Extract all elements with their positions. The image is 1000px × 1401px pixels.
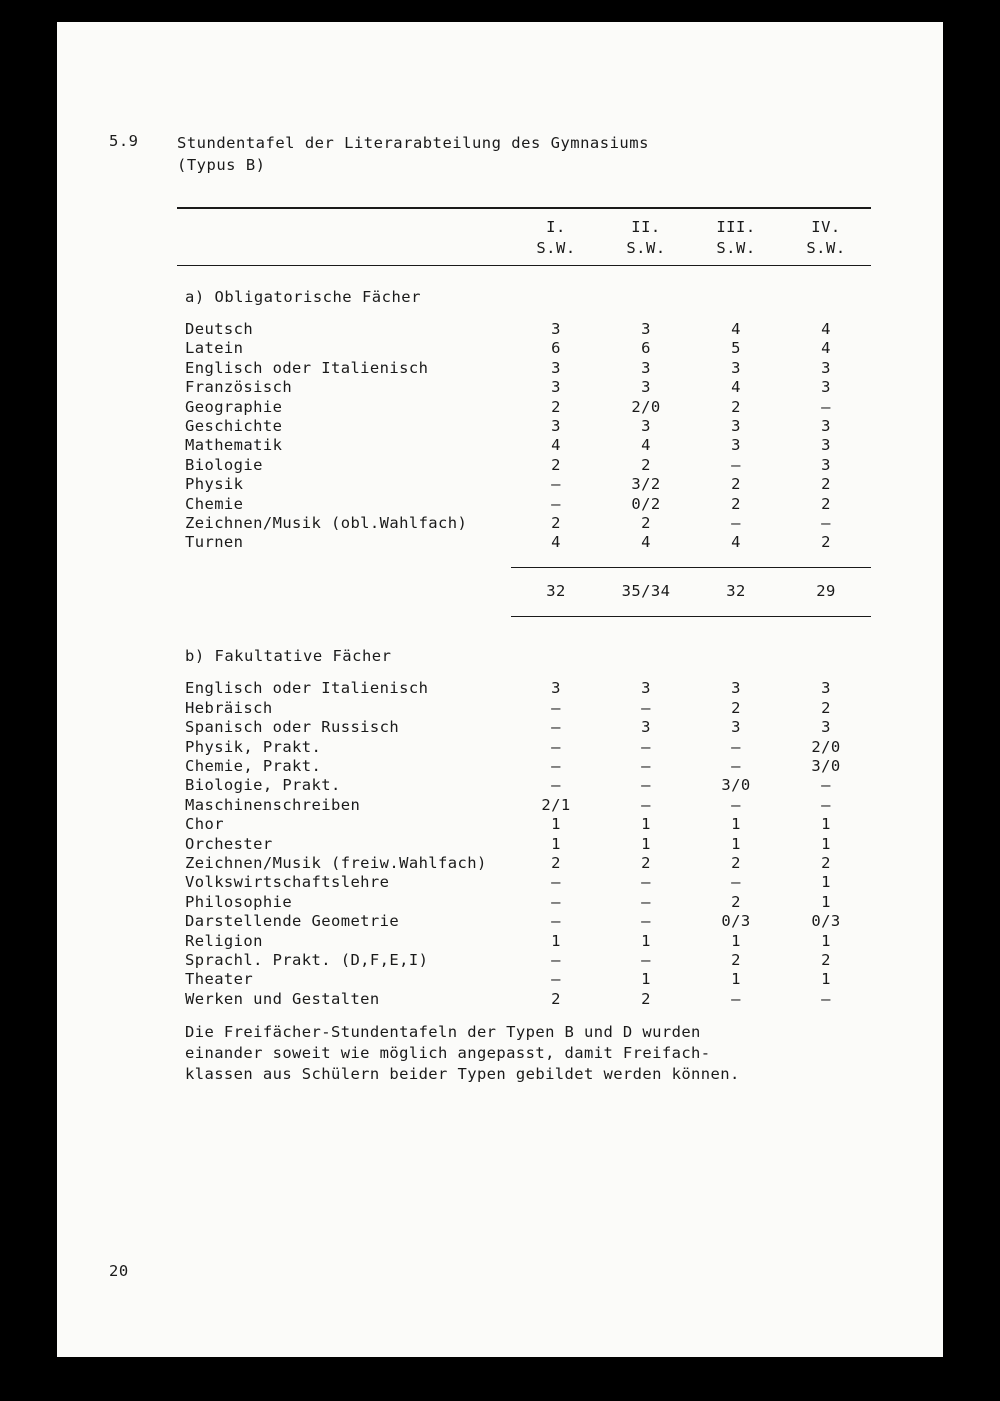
row-value-2: 2 — [641, 455, 651, 474]
row-value-1: 2 — [551, 455, 561, 474]
row-value-2: 3 — [641, 378, 651, 397]
row-subject: Mathematik — [185, 436, 283, 455]
table-header-row — [177, 209, 877, 265]
column-header-1-line2: S.W. — [536, 238, 576, 257]
row-value-4: 4 — [821, 320, 831, 338]
row-value-1: 3 — [551, 358, 561, 377]
row-value-1: – — [551, 892, 561, 911]
row-value-2: 1 — [641, 970, 651, 989]
row-value-2: – — [641, 756, 651, 775]
row-value-4: 2 — [821, 950, 831, 969]
row-value-3: 3 — [731, 358, 741, 377]
section-number: 5.9 — [109, 132, 139, 150]
row-value-2: 4 — [641, 436, 651, 455]
row-value-4: – — [821, 989, 831, 1008]
row-value-4: 3 — [821, 718, 831, 737]
table-row — [177, 776, 877, 795]
table-row — [177, 854, 877, 873]
row-subject: Turnen — [185, 533, 244, 552]
row-subject: Maschinenschreiben — [185, 795, 361, 814]
row-value-4: 4 — [821, 339, 831, 358]
table-row — [177, 738, 877, 757]
row-value-4: 3/0 — [811, 756, 841, 775]
row-value-3: 1 — [731, 834, 741, 853]
row-subject: Deutsch — [185, 320, 254, 338]
row-value-4: 2 — [821, 533, 831, 552]
table-row — [177, 990, 877, 1009]
table-row — [177, 932, 877, 951]
row-value-4: 3 — [821, 378, 831, 397]
row-value-1: 3 — [551, 320, 561, 338]
row-value-3: 2 — [731, 494, 741, 513]
row-value-4: 3 — [821, 417, 831, 436]
row-value-1: 4 — [551, 436, 561, 455]
table-row — [177, 495, 877, 514]
row-value-1: 2 — [551, 853, 561, 872]
row-value-4: 2 — [821, 853, 831, 872]
row-value-3: 0/3 — [721, 912, 751, 931]
row-subject: Chor — [185, 815, 224, 834]
row-value-3: 3 — [731, 679, 741, 698]
row-value-4: 1 — [821, 931, 831, 950]
row-value-3: 2 — [731, 853, 741, 872]
row-subject: Französisch — [185, 378, 293, 397]
row-subject: Philosophie — [185, 892, 293, 911]
row-value-3: 4 — [731, 533, 741, 552]
row-subject: Englisch oder Italienisch — [185, 358, 429, 377]
column-header-4 — [781, 217, 871, 259]
stundentafel-table — [177, 207, 877, 1009]
row-value-4: 2 — [821, 698, 831, 717]
table-row — [177, 359, 877, 378]
header-spacer — [177, 217, 511, 259]
row-value-3: 5 — [731, 339, 741, 358]
table-row — [177, 912, 877, 931]
row-value-3: 2 — [731, 397, 741, 416]
row-subject: Spanisch oder Russisch — [185, 718, 400, 737]
table-row — [177, 679, 877, 698]
column-header-3-line1: III. — [716, 217, 756, 236]
spacer-before-totals-rule — [177, 553, 877, 567]
row-value-4: 1 — [821, 815, 831, 834]
column-header-4-line1: IV. — [811, 217, 841, 236]
row-value-4: 1 — [821, 970, 831, 989]
document-page — [57, 22, 943, 1357]
section-b-label: b) Fakultative Fächer — [185, 647, 392, 666]
row-subject: Physik, Prakt. — [185, 737, 322, 756]
page-title — [177, 132, 649, 176]
row-value-1: – — [551, 776, 561, 795]
row-value-1: – — [551, 698, 561, 717]
table-row — [177, 456, 877, 475]
row-value-3: 4 — [731, 320, 741, 338]
row-value-3: – — [731, 873, 741, 892]
row-value-1: – — [551, 737, 561, 756]
row-value-2: 3 — [641, 679, 651, 698]
row-subject: Sprachl. Prakt. (D,F,E,I) — [185, 950, 429, 969]
table-row — [177, 873, 877, 892]
table-row — [177, 339, 877, 358]
table-row — [177, 970, 877, 989]
row-value-3: 1 — [731, 931, 741, 950]
row-subject: Biologie — [185, 455, 263, 474]
row-value-3: 2 — [731, 475, 741, 494]
column-header-3-line2: S.W. — [716, 238, 756, 257]
row-subject: Geschichte — [185, 417, 283, 436]
row-subject: Hebräisch — [185, 698, 273, 717]
row-value-2: 1 — [641, 815, 651, 834]
row-value-3: 2 — [731, 950, 741, 969]
total-value-4: 29 — [816, 582, 836, 601]
row-value-4: 3 — [821, 679, 831, 698]
table-row — [177, 436, 877, 455]
row-value-2: 2 — [641, 989, 651, 1008]
row-value-2: – — [641, 776, 651, 795]
row-subject: Theater — [185, 970, 254, 989]
row-value-3: – — [731, 455, 741, 474]
row-value-1: 2/1 — [541, 795, 571, 814]
row-value-2: – — [641, 873, 651, 892]
column-header-3 — [691, 217, 781, 259]
row-value-2: 6 — [641, 339, 651, 358]
row-value-2: – — [641, 795, 651, 814]
row-subject: Darstellende Geometrie — [185, 912, 400, 931]
row-value-1: 3 — [551, 378, 561, 397]
column-header-1-line1: I. — [546, 217, 566, 236]
totals-row — [177, 582, 877, 601]
row-value-3: – — [731, 514, 741, 533]
table-row — [177, 533, 877, 552]
row-subject: Chemie, Prakt. — [185, 756, 322, 775]
row-value-3: 3 — [731, 718, 741, 737]
row-value-2: 2/0 — [631, 397, 661, 416]
table-row — [177, 796, 877, 815]
row-value-1: – — [551, 970, 561, 989]
spacer-before-bottom-rule — [177, 602, 877, 616]
table-row — [177, 757, 877, 776]
table-row — [177, 514, 877, 533]
column-header-2-line2: S.W. — [626, 238, 666, 257]
row-value-2: 3 — [641, 320, 651, 338]
row-value-1: 2 — [551, 397, 561, 416]
row-subject: Zeichnen/Musik (freiw.Wahlfach) — [185, 853, 487, 872]
row-subject: Physik — [185, 475, 244, 494]
page-title-line1: Stundentafel der Literarabteilung des Gymnasiums — [177, 134, 649, 152]
row-value-2: 2 — [641, 853, 651, 872]
section-a-label: a) Obligatorische Fächer — [185, 288, 421, 306]
row-value-2: – — [641, 737, 651, 756]
table-row — [177, 951, 877, 970]
row-value-1: 1 — [551, 931, 561, 950]
row-subject: Englisch oder Italienisch — [185, 679, 429, 698]
table-row — [177, 475, 877, 494]
table-row — [177, 835, 877, 854]
row-value-4: – — [821, 514, 831, 533]
row-value-3: 2 — [731, 698, 741, 717]
row-value-1: 3 — [551, 417, 561, 436]
row-value-1: 1 — [551, 815, 561, 834]
table-row — [177, 417, 877, 436]
row-value-1: 6 — [551, 339, 561, 358]
row-value-1: – — [551, 756, 561, 775]
row-subject: Latein — [185, 339, 244, 358]
row-value-3: 3 — [731, 436, 741, 455]
row-value-1: – — [551, 494, 561, 513]
row-value-4: – — [821, 397, 831, 416]
row-value-2: – — [641, 912, 651, 931]
row-value-4: 2 — [821, 494, 831, 513]
row-value-3: – — [731, 756, 741, 775]
row-value-1: – — [551, 873, 561, 892]
row-value-3: 1 — [731, 970, 741, 989]
row-value-4: – — [821, 776, 831, 795]
table-row — [177, 378, 877, 397]
row-value-1: – — [551, 475, 561, 494]
row-value-2: 0/2 — [631, 494, 661, 513]
row-value-4: 1 — [821, 834, 831, 853]
row-value-3: 3 — [731, 417, 741, 436]
row-value-4: 2/0 — [811, 737, 841, 756]
section-b-rows — [177, 679, 877, 1009]
row-value-2: 4 — [641, 533, 651, 552]
row-value-2: 2 — [641, 514, 651, 533]
row-value-4: – — [821, 795, 831, 814]
row-value-1: 3 — [551, 679, 561, 698]
row-value-3: – — [731, 737, 741, 756]
table-row — [177, 398, 877, 417]
row-value-2: – — [641, 950, 651, 969]
row-value-2: – — [641, 892, 651, 911]
row-value-2: 3 — [641, 417, 651, 436]
spacer-section-b — [177, 665, 877, 679]
page-content — [57, 22, 943, 1357]
table-row — [177, 699, 877, 718]
page-number: 20 — [109, 1262, 129, 1280]
row-value-4: 2 — [821, 475, 831, 494]
row-subject: Biologie, Prakt. — [185, 776, 341, 795]
row-value-2: 1 — [641, 931, 651, 950]
row-value-3: 1 — [731, 815, 741, 834]
row-subject: Religion — [185, 931, 263, 950]
row-value-3: – — [731, 989, 741, 1008]
row-value-1: 2 — [551, 989, 561, 1008]
table-row — [177, 718, 877, 737]
row-value-4: 1 — [821, 873, 831, 892]
page-title-line2: (Typus B) — [177, 156, 266, 174]
row-value-2: 3/2 — [631, 475, 661, 494]
total-value-3: 32 — [726, 582, 746, 601]
column-header-4-line2: S.W. — [806, 238, 846, 257]
table-row — [177, 893, 877, 912]
row-value-3: 4 — [731, 378, 741, 397]
spacer-after-totals-rule — [177, 568, 877, 582]
row-value-1: – — [551, 950, 561, 969]
column-header-2-line1: II. — [631, 217, 661, 236]
total-value-2: 35/34 — [621, 582, 671, 601]
row-subject: Volkswirtschaftslehre — [185, 873, 390, 892]
total-value-1: 32 — [546, 582, 566, 601]
row-value-1: 1 — [551, 834, 561, 853]
row-value-4: 3 — [821, 455, 831, 474]
row-value-3: 3/0 — [721, 776, 751, 795]
row-value-4: 3 — [821, 358, 831, 377]
row-subject: Werken und Gestalten — [185, 989, 380, 1008]
row-value-1: – — [551, 912, 561, 931]
column-header-2 — [601, 217, 691, 259]
row-value-1: – — [551, 718, 561, 737]
column-header-1 — [511, 217, 601, 259]
row-value-4: 3 — [821, 436, 831, 455]
footnote-text: Die Freifächer-Stundentafeln der Typen B und D wurden einander soweit wie möglich angepasst, damit Freifach- klassen aus Schülern beider Typen gebildet werden können. — [185, 1023, 740, 1083]
totals-label — [177, 582, 511, 601]
row-subject: Chemie — [185, 494, 244, 513]
row-value-3: – — [731, 795, 741, 814]
section-a-rows — [177, 320, 877, 553]
table-row — [177, 320, 877, 339]
row-subject: Zeichnen/Musik (obl.Wahlfach) — [185, 514, 468, 533]
spacer-before-section-b — [177, 617, 877, 647]
row-value-2: 1 — [641, 834, 651, 853]
table-row — [177, 815, 877, 834]
row-value-3: 2 — [731, 892, 741, 911]
spacer-after-header — [177, 266, 877, 288]
row-value-2: 3 — [641, 718, 651, 737]
spacer-section-a — [177, 306, 877, 320]
row-value-2: – — [641, 698, 651, 717]
row-value-1: 2 — [551, 514, 561, 533]
row-subject: Geographie — [185, 397, 283, 416]
row-value-4: 1 — [821, 892, 831, 911]
row-value-1: 4 — [551, 533, 561, 552]
row-subject: Orchester — [185, 834, 273, 853]
row-value-2: 3 — [641, 358, 651, 377]
row-value-4: 0/3 — [811, 912, 841, 931]
